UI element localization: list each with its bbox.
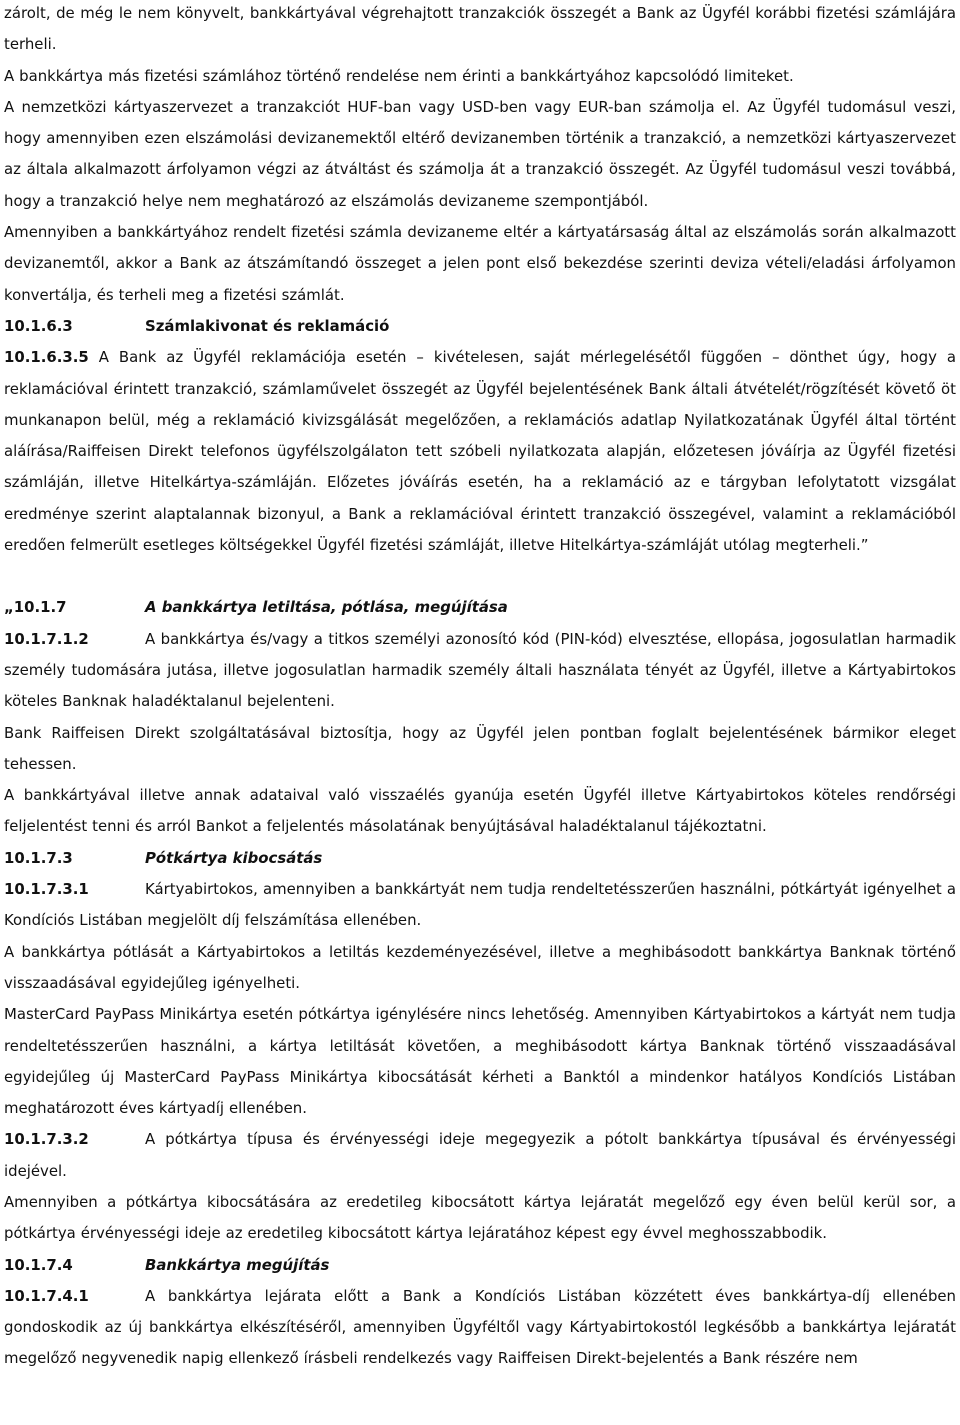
paragraph: A bankkártya más fizetési számlához történő rendelése nem érinti a bankkártyához kapcsolódó limiteket.	[4, 66, 794, 85]
section-number: 10.1.6.3	[4, 316, 73, 335]
section-number: „10.1.7	[4, 598, 67, 617]
clause-text: A pótkártya típusa és érvényességi ideje megegyezik a pótolt bankkártya típusával és érvényességi idejével.	[4, 1130, 956, 1180]
clause-text: A Bank az Ügyfél reklamációja esetén – kivételesen, saját mérlegelésétől függően – dönthet úgy, hogy a reklamációval érintett tranzakció, számlaművelet összegét az Ügyfél bejelentésének Bank általi átvételét/rögzítését követő öt munkanapon belül, még a reklamáció kivizsgálását megelőzően, a reklamációs adatlap Nyilatkozatának Ügyfél által történt aláírása/Raiffeisen Direkt telefonos ügyfélszolgálaton tett szóbeli nyilatkozata alapján, előzetesen jóváírja az Ügyfél fizetési számláján, illetve Hitelkártya-számláján. Előzetes jóváírás esetén, ha a reklamáció az e tárgyban lefolytatott vizsgálat eredménye szerint alaptalannak bizonyul, a Bank a reklamációval érintett tranzakció összegével, valamint a reklamációból eredően felmerült esetleges költségekkel Ügyfél fizetési számláját, illetve Hitelkártya-számláját utólag megterheli.”	[4, 348, 956, 555]
section-heading	[4, 592, 956, 623]
section-title: A bankkártya letiltása, pótlása, megújítása	[145, 598, 508, 617]
paragraph	[4, 1124, 956, 1187]
paragraph	[4, 1281, 956, 1375]
paragraph	[4, 342, 956, 561]
section-title: Bankkártya megújítás	[145, 1255, 330, 1274]
paragraph	[4, 624, 956, 718]
section-title: Pótkártya kibocsátás	[145, 848, 323, 867]
section-number: 10.1.7.3	[4, 848, 73, 867]
paragraph: Amennyiben a pótkártya kibocsátására az eredetileg kibocsátott kártya lejáratát megelőző egy éven belül kerül sor, a pótkártya érvényességi ideje az eredetileg kibocsátott kártya lejáratához képest egy évvel meghosszabbodik.	[4, 1192, 956, 1243]
paragraph: Bank Raiffeisen Direkt szolgáltatásával biztosítja, hogy az Ügyfél jelen pontban foglalt bejelentésének bármikor eleget tehessen.	[4, 723, 956, 773]
paragraph: A bankkártya pótlását a Kártyabirtokos a letiltás kezdeményezésével, illetve a meghibásodott bankkártya Banknak történő visszaadásával egyidejűleg igényelheti.	[4, 942, 956, 992]
clause-text: Kártyabirtokos, amennyiben a bankkártyát nem tudja rendeltetésszerűen használni, pótkártyát igényelhet a Kondíciós Listában megjelölt díj felszámítása ellenében.	[4, 880, 956, 930]
clause-number: 10.1.7.3.2	[4, 1130, 89, 1149]
clause-text: A bankkártya lejárata előtt a Bank a Kondíciós Listában közzétett éves bankkártya-díj ellenében gondoskodik az új bankkártya elkészítéséről, amennyiben Ügyféltől vagy Kártyabirtokostól legkésőbb a bankkártya lejáratát megelőző negyvenedik napig ellenkező írásbeli rendelkezés vagy Raiffeisen Direkt-bejelentés a Bank részére nem	[4, 1286, 956, 1368]
clause-number: 10.1.7.3.1	[4, 880, 89, 899]
clause-number: 10.1.6.3.5	[4, 348, 89, 367]
clause-number: 10.1.7.4.1	[4, 1286, 89, 1305]
section-heading	[4, 843, 956, 874]
section-title: Számlakivonat és reklamáció	[145, 316, 390, 335]
section-heading	[4, 311, 956, 342]
section-number: 10.1.7.4	[4, 1255, 73, 1274]
paragraph: zárolt, de még le nem könyvelt, bankkártyával végrehajtott tranzakciók összegét a Bank az Ügyfél korábbi fizetési számlájára terheli.	[4, 4, 956, 54]
spacer	[4, 561, 956, 592]
paragraph: Amennyiben a bankkártyához rendelt fizetési számla devizaneme eltér a kártyatársaság által az elszámolás során alkalmazott devizanemtől, akkor a Bank az átszámítandó összeget a jelen pont első bekezdése szerinti deviza vételi/eladási árfolyamon konvertálja, és terheli meg a fizetési számlát.	[4, 223, 956, 304]
clause-number: 10.1.7.1.2	[4, 629, 89, 648]
paragraph	[4, 874, 956, 937]
paragraph: A bankkártyával illetve annak adataival való visszaélés gyanúja esetén Ügyfél illetve Kártyabirtokos köteles rendőrségi feljelentést tenni és arról Bankot a feljelentés másolatának benyújtásával haladéktalanul tájékoztatni.	[4, 786, 956, 836]
paragraph: MasterCard PayPass Minikártya esetén pótkártya igénylésére nincs lehetőség. Amennyiben Kártyabirtokos a kártyát nem tudja rendeltetésszerűen használni, a kártya letiltását követően, a meghibásodott kártya Banknak történő visszaadásával egyidejűleg új MasterCard PayPass Minikártya kibocsátását kérheti a Banktól a mindenkor hatályos Kondíciós Listában meghatározott éves kártyadíj ellenében.	[4, 1005, 956, 1118]
paragraph: A nemzetközi kártyaszervezet a tranzakciót HUF-ban vagy USD-ben vagy EUR-ban számolja el. Az Ügyfél tudomásul veszi, hogy amennyiben ezen elszámolási devizanemektől eltérő devizanemben történik a tranzakció, a nemzetközi kártyaszervezet az általa alkalmazott árfolyamon végzi az átváltást és számolja át a tranzakció összegét. Az Ügyfél tudomásul veszi továbbá, hogy a tranzakció helye nem meghatározó az elszámolás devizaneme szempontjából.	[4, 97, 956, 210]
section-heading	[4, 1250, 956, 1281]
clause-text: A bankkártya és/vagy a titkos személyi azonosító kód (PIN-kód) elvesztése, ellopása, jogosulatlan harmadik személy tudomására jutása, illetve jogosulatlan harmadik személy általi használata tényét az Ügyfél, illetve a Kártyabirtokos köteles Banknak haladéktalanul bejelenteni.	[4, 629, 956, 711]
